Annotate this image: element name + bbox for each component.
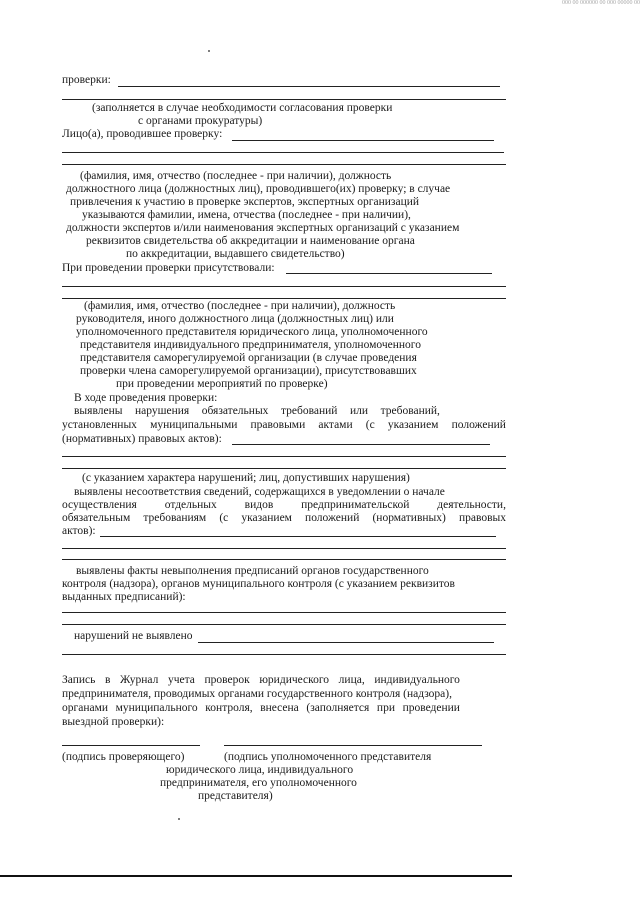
word: в <box>104 674 111 686</box>
note-line: должности экспертов и/или наименования экспертных организаций с указанием <box>66 222 460 234</box>
word: органами <box>62 702 109 714</box>
fill-line <box>286 273 492 274</box>
fill-line <box>232 140 494 141</box>
word: контроля, <box>205 702 253 714</box>
check-label: проверки: <box>62 74 111 86</box>
inspector-label: Лицо(а), проводившее проверку: <box>62 128 223 140</box>
note-line: (фамилия, имя, отчество (последнее - при наличии), должность <box>80 170 392 182</box>
justified-line <box>62 512 506 525</box>
note-line: при проведении мероприятий по проверке) <box>116 378 328 390</box>
fill-line <box>100 536 496 537</box>
word: проведении <box>402 702 460 714</box>
word: при <box>376 702 395 714</box>
signature-line-inspector <box>62 745 200 746</box>
word: нарушения <box>135 405 190 417</box>
signature-caption-representative: (подпись уполномоченного представителя <box>224 751 432 763</box>
justified-line <box>62 419 506 432</box>
note-line: представителя индивидуального предпринимателя, уполномоченного <box>80 339 421 351</box>
word: (нормативных) <box>372 512 446 524</box>
word: положений <box>305 512 360 524</box>
word: (с <box>219 512 229 524</box>
word: или <box>349 405 369 417</box>
fill-line <box>62 456 506 457</box>
note-line: с органами прокуратуры) <box>138 115 263 127</box>
fill-line <box>62 298 506 299</box>
word: правовыми <box>250 419 306 431</box>
scan-speck <box>208 50 210 52</box>
signature-line-representative <box>224 745 482 746</box>
section-heading: В ходе проведения проверки: <box>74 392 218 404</box>
fill-line <box>62 612 506 613</box>
word: юридического <box>259 674 330 686</box>
body-line: актов): <box>62 525 96 537</box>
word: Запись <box>62 674 96 686</box>
fill-line <box>62 286 506 287</box>
word: указанием <box>241 512 292 524</box>
word: муниципального <box>115 702 198 714</box>
word: осуществления <box>62 499 137 511</box>
word: установленных <box>62 419 137 431</box>
word: обязательным <box>62 512 131 524</box>
word: актами <box>318 419 353 431</box>
word: видов <box>244 499 274 511</box>
word: муниципальными <box>150 419 238 431</box>
note-line: привлечения к участию в проверке экспертов, экспертных организаций <box>70 196 420 208</box>
word: деятельности, <box>437 499 506 511</box>
fill-line <box>62 99 506 100</box>
justified-line <box>62 674 460 687</box>
fill-line <box>62 468 506 469</box>
note-line: представителя саморегулируемой организации (в случае проведения <box>80 352 417 364</box>
body-line: контроля (надзора), органов муниципального контроля (с указанием реквизитов <box>62 578 455 590</box>
word: (заполняется <box>306 702 370 714</box>
word: внесена <box>260 702 299 714</box>
body-line: (нормативных) правовых актов): <box>62 433 222 445</box>
fill-line <box>232 444 490 445</box>
word: лица, <box>338 674 365 686</box>
word: положений <box>451 419 506 431</box>
note-line: (с указанием характера нарушений; лиц, допустивших нарушения) <box>82 472 410 484</box>
word: Журнал <box>120 674 159 686</box>
word: указанием <box>387 419 439 431</box>
note-line: (фамилия, имя, отчество (последнее - при наличии), должность <box>84 300 396 312</box>
body-line: выданных предписаний): <box>62 591 186 603</box>
fill-line <box>62 624 506 625</box>
fill-line <box>62 548 506 549</box>
scan-header-noise: 000 00 000000 00 000 00000 00 <box>562 0 640 6</box>
scan-speck <box>178 818 180 820</box>
no-violations-label: нарушений не выявлено <box>74 630 193 642</box>
note-line: указываются фамилии, имена, отчества (последнее - при наличии), <box>82 209 411 221</box>
signature-caption-representative: предпринимателя, его уполномоченного <box>160 777 357 789</box>
body-line: выездной проверки): <box>62 716 165 728</box>
fill-line <box>198 642 494 643</box>
note-line: уполномоченного представителя юридического лица, уполномоченного <box>76 326 428 338</box>
word: требований, <box>380 405 440 417</box>
note-line: должностного лица (должностных лиц), проводившего(их) проверку; в случае <box>66 183 451 195</box>
justified-line <box>62 702 460 715</box>
note-line: проверки члена саморегулируемой организации), присутствовавших <box>80 365 417 377</box>
note-line: (заполняется в случае необходимости согласования проверки <box>92 102 393 114</box>
scan-edge-line <box>0 875 512 877</box>
fill-line <box>62 654 506 655</box>
word: отдельных <box>164 499 217 511</box>
body-line: выявлены несоответствия сведений, содержащихся в уведомлении о начале <box>74 486 445 498</box>
word: правовых <box>458 512 506 524</box>
note-line: реквизитов свидетельства об аккредитации и наименование органа <box>86 235 415 247</box>
word: выявлены <box>74 405 123 417</box>
word: индивидуального <box>374 674 460 686</box>
signature-caption-inspector: (подпись проверяющего) <box>62 751 185 763</box>
fill-line <box>118 86 500 87</box>
signature-caption-representative: представителя) <box>198 790 273 802</box>
fill-line <box>62 559 506 560</box>
body-line: предпринимателя, проводимых органами государственного контроля (надзора), <box>62 688 452 700</box>
word: требованиям <box>143 512 207 524</box>
word: требований <box>280 405 338 417</box>
fill-line <box>62 152 504 153</box>
word: обязательных <box>201 405 269 417</box>
note-line: по аккредитации, выдавшего свидетельство) <box>126 248 345 260</box>
word: предпринимательской <box>301 499 410 511</box>
fill-line <box>62 164 506 165</box>
justified-line <box>62 499 506 512</box>
body-line: выявлены факты невыполнения предписаний органов государственного <box>76 565 429 577</box>
word: (с <box>365 419 375 431</box>
note-line: руководителя, иного должностного лица (должностных лиц) или <box>76 313 394 325</box>
word: проверок <box>204 674 250 686</box>
word: учета <box>167 674 195 686</box>
present-label: При проведении проверки присутствовали: <box>62 262 275 274</box>
justified-line <box>74 405 440 418</box>
signature-caption-representative: юридического лица, индивидуального <box>166 764 354 776</box>
